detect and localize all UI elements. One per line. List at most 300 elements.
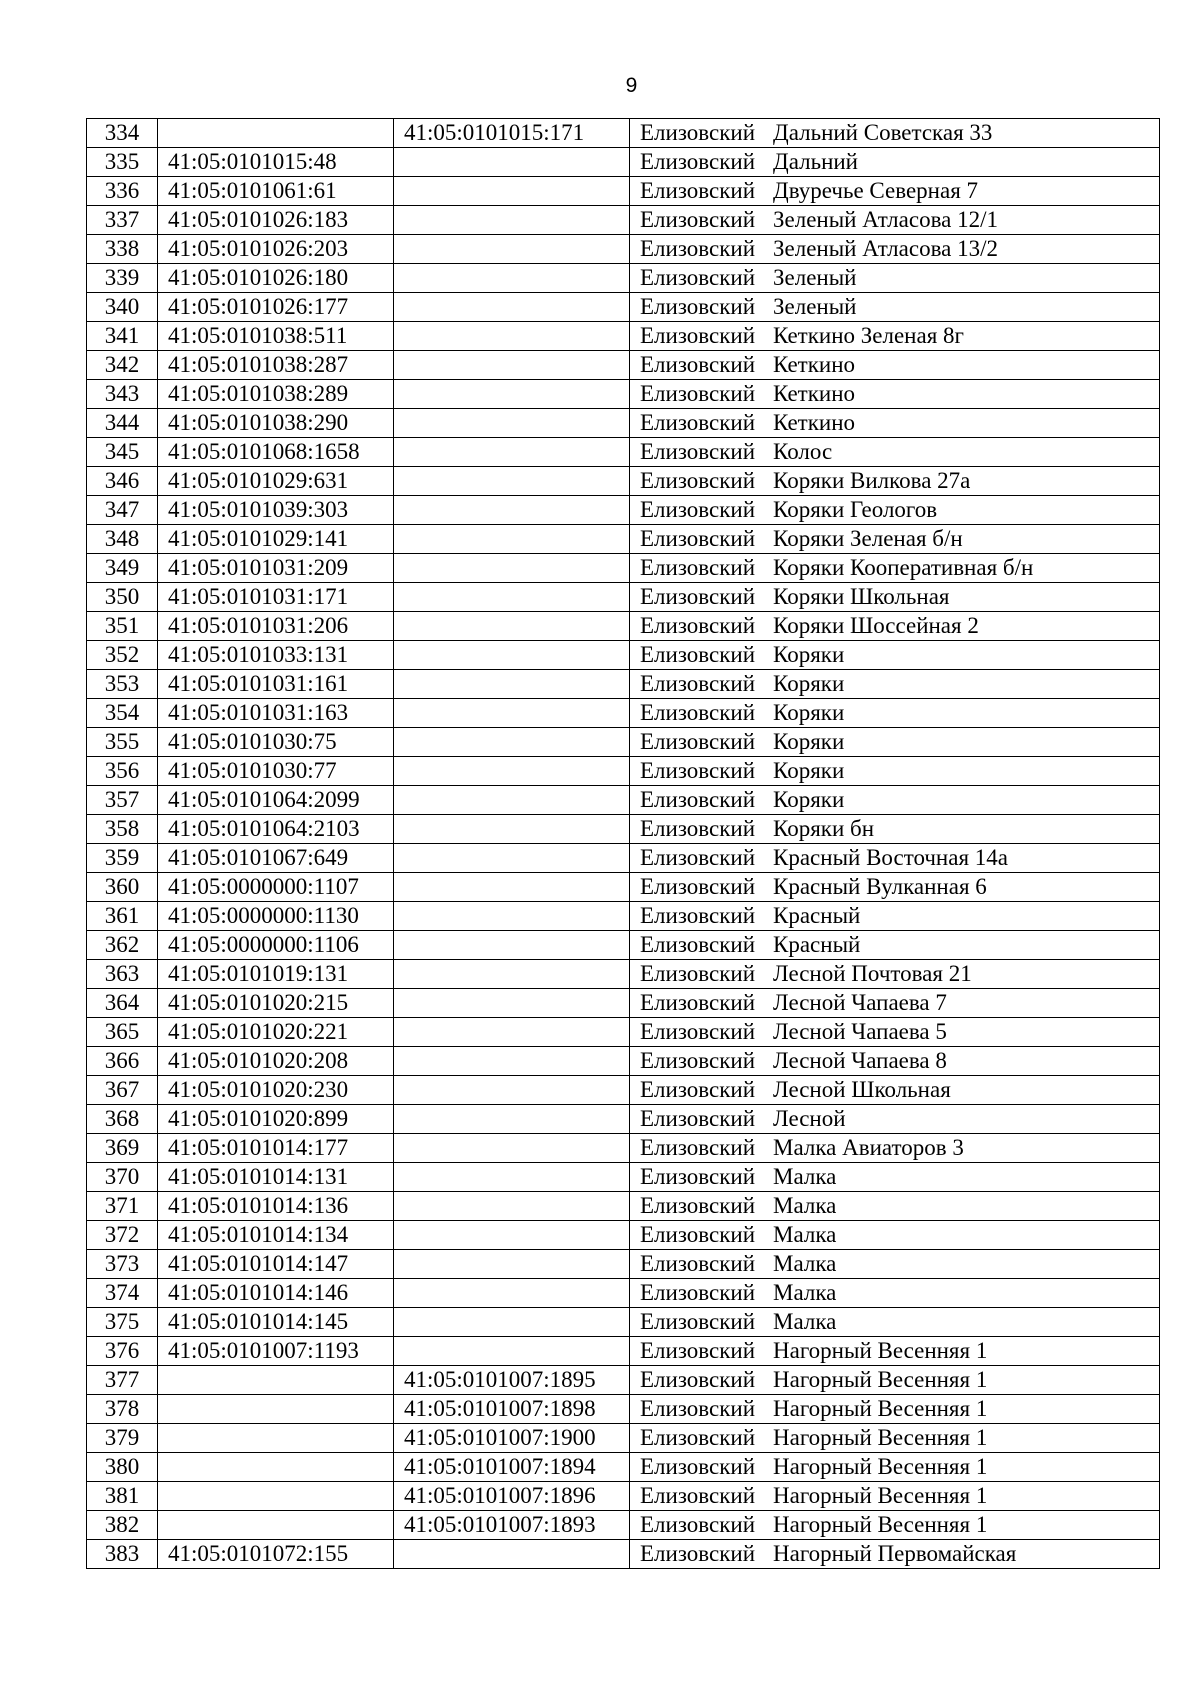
district-label: Елизовский <box>640 1396 756 1421</box>
locality-address-label: Коряки Школьная <box>773 584 950 609</box>
address-cell <box>630 119 1160 148</box>
cadastral-number-cell: 41:05:0101064:2103 <box>158 815 394 844</box>
address-cell <box>630 1163 1160 1192</box>
district-label: Елизовский <box>640 990 756 1015</box>
locality-address-label: Малка Авиаторов 3 <box>773 1135 964 1160</box>
table-row <box>87 322 1160 351</box>
district-label: Елизовский <box>640 700 756 725</box>
row-number-cell: 365 <box>87 1018 158 1047</box>
cadastral-number-alt-cell <box>394 206 630 235</box>
district-label: Елизовский <box>640 642 756 667</box>
locality-address-label: Малка <box>773 1222 837 1247</box>
district-label: Елизовский <box>640 845 756 870</box>
row-number-cell: 344 <box>87 409 158 438</box>
address-cell <box>630 786 1160 815</box>
cadastral-number-alt-cell <box>394 641 630 670</box>
cadastral-number-alt-cell <box>394 1047 630 1076</box>
district-label: Елизовский <box>640 1309 756 1334</box>
cadastral-number-cell: 41:05:0101031:161 <box>158 670 394 699</box>
address-cell <box>630 206 1160 235</box>
cadastral-number-alt-cell <box>394 177 630 206</box>
table-row <box>87 786 1160 815</box>
cadastral-number-alt-cell <box>394 699 630 728</box>
row-number-cell: 334 <box>87 119 158 148</box>
cadastral-number-cell: 41:05:0101068:1658 <box>158 438 394 467</box>
cadastral-number-cell: 41:05:0101007:1193 <box>158 1337 394 1366</box>
table-row <box>87 148 1160 177</box>
district-label: Елизовский <box>640 207 756 232</box>
locality-address-label: Двуречье Северная 7 <box>773 178 979 203</box>
row-number-cell: 346 <box>87 467 158 496</box>
row-number-cell: 340 <box>87 293 158 322</box>
district-label: Елизовский <box>640 120 756 145</box>
table-row <box>87 1134 1160 1163</box>
district-label: Елизовский <box>640 149 756 174</box>
district-label: Елизовский <box>640 178 756 203</box>
row-number-cell: 363 <box>87 960 158 989</box>
row-number-cell: 336 <box>87 177 158 206</box>
cadastral-number-cell: 41:05:0101026:183 <box>158 206 394 235</box>
locality-address-label: Нагорный Весенняя 1 <box>773 1338 988 1363</box>
address-cell <box>630 1395 1160 1424</box>
table-row <box>87 525 1160 554</box>
district-label: Елизовский <box>640 584 756 609</box>
cadastral-number-alt-cell <box>394 322 630 351</box>
registry-table-body <box>87 119 1160 1569</box>
cadastral-number-cell: 41:05:0101014:177 <box>158 1134 394 1163</box>
cadastral-number-alt-cell <box>394 931 630 960</box>
table-row <box>87 467 1160 496</box>
table-row <box>87 844 1160 873</box>
cadastral-number-alt-cell <box>394 409 630 438</box>
district-label: Елизовский <box>640 613 756 638</box>
locality-address-label: Зеленый <box>773 294 857 319</box>
cadastral-number-alt-cell <box>394 1018 630 1047</box>
cadastral-number-alt-cell: 41:05:0101007:1896 <box>394 1482 630 1511</box>
address-cell <box>630 1134 1160 1163</box>
address-cell <box>630 583 1160 612</box>
cadastral-number-cell: 41:05:0101067:649 <box>158 844 394 873</box>
table-row <box>87 1076 1160 1105</box>
cadastral-number-alt-cell <box>394 467 630 496</box>
district-label: Елизовский <box>640 1425 756 1450</box>
district-label: Елизовский <box>640 468 756 493</box>
district-label: Елизовский <box>640 671 756 696</box>
row-number-cell: 366 <box>87 1047 158 1076</box>
row-number-cell: 362 <box>87 931 158 960</box>
locality-address-label: Малка <box>773 1280 837 1305</box>
cadastral-number-cell: 41:05:0101014:134 <box>158 1221 394 1250</box>
locality-address-label: Лесной Чапаева 8 <box>773 1048 947 1073</box>
locality-address-label: Малка <box>773 1251 837 1276</box>
cadastral-number-alt-cell <box>394 1221 630 1250</box>
row-number-cell: 377 <box>87 1366 158 1395</box>
cadastral-number-cell: 41:05:0101014:136 <box>158 1192 394 1221</box>
locality-address-label: Дальний Советская 33 <box>773 120 993 145</box>
locality-address-label: Коряки <box>773 729 845 754</box>
address-cell <box>630 699 1160 728</box>
address-cell <box>630 641 1160 670</box>
address-cell <box>630 931 1160 960</box>
locality-address-label: Кеткино <box>773 410 856 435</box>
row-number-cell: 350 <box>87 583 158 612</box>
district-label: Елизовский <box>640 1483 756 1508</box>
cadastral-number-alt-cell <box>394 583 630 612</box>
district-label: Елизовский <box>640 497 756 522</box>
cadastral-number-alt-cell <box>394 554 630 583</box>
table-row <box>87 409 1160 438</box>
table-row <box>87 873 1160 902</box>
cadastral-number-cell: 41:05:0101014:146 <box>158 1279 394 1308</box>
row-number-cell: 367 <box>87 1076 158 1105</box>
table-row <box>87 815 1160 844</box>
table-row <box>87 1424 1160 1453</box>
address-cell <box>630 844 1160 873</box>
cadastral-number-cell <box>158 1366 394 1395</box>
cadastral-number-cell <box>158 1453 394 1482</box>
address-cell <box>630 1250 1160 1279</box>
table-row <box>87 1047 1160 1076</box>
cadastral-number-alt-cell <box>394 1308 630 1337</box>
row-number-cell: 352 <box>87 641 158 670</box>
page-number: 9 <box>625 74 638 97</box>
locality-address-label: Лесной Почтовая 21 <box>773 961 972 986</box>
address-cell <box>630 1018 1160 1047</box>
cadastral-number-cell <box>158 1482 394 1511</box>
locality-address-label: Дальний <box>773 149 858 174</box>
district-label: Елизовский <box>640 1077 756 1102</box>
row-number-cell: 374 <box>87 1279 158 1308</box>
cadastral-number-cell: 41:05:0101038:290 <box>158 409 394 438</box>
row-number-cell: 375 <box>87 1308 158 1337</box>
address-cell <box>630 1047 1160 1076</box>
address-cell <box>630 380 1160 409</box>
cadastral-number-alt-cell: 41:05:0101007:1895 <box>394 1366 630 1395</box>
district-label: Елизовский <box>640 961 756 986</box>
locality-address-label: Коряки Вилкова 27а <box>773 468 971 493</box>
row-number-cell: 351 <box>87 612 158 641</box>
address-cell <box>630 757 1160 786</box>
district-label: Елизовский <box>640 1251 756 1276</box>
row-number-cell: 356 <box>87 757 158 786</box>
locality-address-label: Лесной Чапаева 7 <box>773 990 947 1015</box>
cadastral-number-alt-cell <box>394 351 630 380</box>
cadastral-number-cell: 41:05:0101061:61 <box>158 177 394 206</box>
locality-address-label: Нагорный Весенняя 1 <box>773 1425 988 1450</box>
address-cell <box>630 467 1160 496</box>
cadastral-number-cell: 41:05:0101026:177 <box>158 293 394 322</box>
cadastral-number-alt-cell: 41:05:0101007:1898 <box>394 1395 630 1424</box>
district-label: Елизовский <box>640 526 756 551</box>
locality-address-label: Нагорный Весенняя 1 <box>773 1396 988 1421</box>
table-row <box>87 1453 1160 1482</box>
row-number-cell: 378 <box>87 1395 158 1424</box>
row-number-cell: 341 <box>87 322 158 351</box>
row-number-cell: 373 <box>87 1250 158 1279</box>
row-number-cell: 364 <box>87 989 158 1018</box>
cadastral-number-cell: 41:05:0101014:145 <box>158 1308 394 1337</box>
table-row <box>87 931 1160 960</box>
cadastral-number-cell: 41:05:0000000:1106 <box>158 931 394 960</box>
table-row <box>87 1250 1160 1279</box>
locality-address-label: Нагорный Весенняя 1 <box>773 1512 988 1537</box>
address-cell <box>630 1221 1160 1250</box>
district-label: Елизовский <box>640 932 756 957</box>
table-row <box>87 641 1160 670</box>
locality-address-label: Кеткино <box>773 381 856 406</box>
address-cell <box>630 351 1160 380</box>
address-cell <box>630 1308 1160 1337</box>
cadastral-number-alt-cell: 41:05:0101007:1893 <box>394 1511 630 1540</box>
table-row <box>87 1308 1160 1337</box>
cadastral-number-alt-cell: 41:05:0101015:171 <box>394 119 630 148</box>
address-cell <box>630 525 1160 554</box>
address-cell <box>630 612 1160 641</box>
cadastral-number-cell: 41:05:0101031:209 <box>158 554 394 583</box>
cadastral-number-cell: 41:05:0101015:48 <box>158 148 394 177</box>
row-number-cell: 354 <box>87 699 158 728</box>
locality-address-label: Красный Восточная 14а <box>773 845 1008 870</box>
locality-address-label: Лесной Чапаева 5 <box>773 1019 947 1044</box>
address-cell <box>630 815 1160 844</box>
cadastral-number-cell: 41:05:0101029:141 <box>158 525 394 554</box>
address-cell <box>630 554 1160 583</box>
cadastral-number-alt-cell <box>394 380 630 409</box>
district-label: Елизовский <box>640 555 756 580</box>
district-label: Елизовский <box>640 1164 756 1189</box>
cadastral-number-alt-cell <box>394 960 630 989</box>
locality-address-label: Нагорный Первомайская <box>773 1541 1017 1566</box>
table-row <box>87 1279 1160 1308</box>
cadastral-number-alt-cell <box>394 902 630 931</box>
cadastral-number-cell: 41:05:0101026:180 <box>158 264 394 293</box>
cadastral-number-cell <box>158 119 394 148</box>
locality-address-label: Нагорный Весенняя 1 <box>773 1367 988 1392</box>
row-number-cell: 335 <box>87 148 158 177</box>
cadastral-number-alt-cell <box>394 757 630 786</box>
row-number-cell: 376 <box>87 1337 158 1366</box>
district-label: Елизовский <box>640 323 756 348</box>
locality-address-label: Зеленый <box>773 265 857 290</box>
address-cell <box>630 1076 1160 1105</box>
district-label: Елизовский <box>640 236 756 261</box>
address-cell <box>630 177 1160 206</box>
cadastral-number-alt-cell: 41:05:0101007:1894 <box>394 1453 630 1482</box>
cadastral-number-alt-cell <box>394 1076 630 1105</box>
row-number-cell: 345 <box>87 438 158 467</box>
locality-address-label: Зеленый Атласова 13/2 <box>773 236 998 261</box>
address-cell <box>630 1511 1160 1540</box>
district-label: Елизовский <box>640 1019 756 1044</box>
cadastral-number-alt-cell <box>394 1105 630 1134</box>
district-label: Елизовский <box>640 1454 756 1479</box>
table-row <box>87 119 1160 148</box>
locality-address-label: Коряки Кооперативная б/н <box>773 555 1034 580</box>
cadastral-number-cell: 41:05:0101038:289 <box>158 380 394 409</box>
cadastral-number-alt-cell <box>394 786 630 815</box>
cadastral-number-cell: 41:05:0101014:147 <box>158 1250 394 1279</box>
locality-address-label: Коряки Шоссейная 2 <box>773 613 979 638</box>
locality-address-label: Нагорный Весенняя 1 <box>773 1454 988 1479</box>
address-cell <box>630 322 1160 351</box>
row-number-cell: 368 <box>87 1105 158 1134</box>
cadastral-number-alt-cell <box>394 1337 630 1366</box>
address-cell <box>630 438 1160 467</box>
cadastral-number-cell: 41:05:0101019:131 <box>158 960 394 989</box>
cadastral-number-cell <box>158 1511 394 1540</box>
registry-table <box>86 118 1160 1569</box>
district-label: Елизовский <box>640 1280 756 1305</box>
district-label: Елизовский <box>640 410 756 435</box>
address-cell <box>630 989 1160 1018</box>
cadastral-number-alt-cell <box>394 1540 630 1569</box>
address-cell <box>630 1366 1160 1395</box>
table-row <box>87 1482 1160 1511</box>
address-cell <box>630 902 1160 931</box>
table-row <box>87 496 1160 525</box>
cadastral-number-alt-cell <box>394 1134 630 1163</box>
cadastral-number-alt-cell <box>394 1279 630 1308</box>
district-label: Елизовский <box>640 1048 756 1073</box>
locality-address-label: Малка <box>773 1193 837 1218</box>
address-cell <box>630 496 1160 525</box>
district-label: Елизовский <box>640 758 756 783</box>
district-label: Елизовский <box>640 816 756 841</box>
cadastral-number-cell: 41:05:0101031:171 <box>158 583 394 612</box>
cadastral-number-cell: 41:05:0101026:203 <box>158 235 394 264</box>
cadastral-number-alt-cell <box>394 844 630 873</box>
locality-address-label: Кеткино <box>773 352 856 377</box>
table-row <box>87 612 1160 641</box>
cadastral-number-alt-cell <box>394 873 630 902</box>
table-row <box>87 438 1160 467</box>
district-label: Елизовский <box>640 1106 756 1131</box>
table-row <box>87 1366 1160 1395</box>
row-number-cell: 369 <box>87 1134 158 1163</box>
table-row <box>87 1337 1160 1366</box>
row-number-cell: 358 <box>87 815 158 844</box>
address-cell <box>630 1540 1160 1569</box>
cadastral-number-cell: 41:05:0101029:631 <box>158 467 394 496</box>
cadastral-number-alt-cell <box>394 670 630 699</box>
table-row <box>87 1540 1160 1569</box>
district-label: Елизовский <box>640 439 756 464</box>
table-row <box>87 554 1160 583</box>
address-cell <box>630 873 1160 902</box>
locality-address-label: Малка <box>773 1164 837 1189</box>
row-number-cell: 349 <box>87 554 158 583</box>
row-number-cell: 372 <box>87 1221 158 1250</box>
district-label: Елизовский <box>640 1512 756 1537</box>
district-label: Елизовский <box>640 1222 756 1247</box>
locality-address-label: Коряки <box>773 642 845 667</box>
locality-address-label: Кеткино Зеленая 8г <box>773 323 964 348</box>
table-row <box>87 583 1160 612</box>
row-number-cell: 383 <box>87 1540 158 1569</box>
table-row <box>87 1105 1160 1134</box>
cadastral-number-alt-cell <box>394 728 630 757</box>
row-number-cell: 357 <box>87 786 158 815</box>
address-cell <box>630 1337 1160 1366</box>
row-number-cell: 381 <box>87 1482 158 1511</box>
address-cell <box>630 1482 1160 1511</box>
locality-address-label: Колос <box>773 439 833 464</box>
cadastral-number-alt-cell <box>394 612 630 641</box>
cadastral-number-cell: 41:05:0101031:163 <box>158 699 394 728</box>
cadastral-number-cell: 41:05:0101039:303 <box>158 496 394 525</box>
table-row <box>87 293 1160 322</box>
row-number-cell: 347 <box>87 496 158 525</box>
address-cell <box>630 670 1160 699</box>
locality-address-label: Лесной Школьная <box>773 1077 951 1102</box>
cadastral-number-alt-cell <box>394 496 630 525</box>
cadastral-number-cell: 41:05:0101030:77 <box>158 757 394 786</box>
cadastral-number-alt-cell <box>394 264 630 293</box>
row-number-cell: 360 <box>87 873 158 902</box>
row-number-cell: 355 <box>87 728 158 757</box>
district-label: Елизовский <box>640 903 756 928</box>
cadastral-number-cell: 41:05:0101031:206 <box>158 612 394 641</box>
district-label: Елизовский <box>640 1367 756 1392</box>
table-row <box>87 351 1160 380</box>
row-number-cell: 359 <box>87 844 158 873</box>
cadastral-number-cell: 41:05:0101038:287 <box>158 351 394 380</box>
table-row <box>87 1018 1160 1047</box>
locality-address-label: Малка <box>773 1309 837 1334</box>
cadastral-number-alt-cell <box>394 1163 630 1192</box>
row-number-cell: 370 <box>87 1163 158 1192</box>
row-number-cell: 343 <box>87 380 158 409</box>
district-label: Елизовский <box>640 381 756 406</box>
district-label: Елизовский <box>640 1338 756 1363</box>
table-row <box>87 235 1160 264</box>
address-cell <box>630 960 1160 989</box>
cadastral-number-cell: 41:05:0101038:511 <box>158 322 394 351</box>
cadastral-number-alt-cell <box>394 1250 630 1279</box>
address-cell <box>630 235 1160 264</box>
table-row <box>87 699 1160 728</box>
table-row <box>87 177 1160 206</box>
cadastral-number-alt-cell <box>394 525 630 554</box>
cadastral-number-alt-cell <box>394 148 630 177</box>
table-row <box>87 989 1160 1018</box>
district-label: Елизовский <box>640 874 756 899</box>
table-row <box>87 1395 1160 1424</box>
locality-address-label: Коряки <box>773 787 845 812</box>
district-label: Елизовский <box>640 352 756 377</box>
locality-address-label: Красный Вулканная 6 <box>773 874 987 899</box>
locality-address-label: Коряки <box>773 700 845 725</box>
locality-address-label: Коряки бн <box>773 816 875 841</box>
cadastral-number-cell: 41:05:0101072:155 <box>158 1540 394 1569</box>
cadastral-number-cell: 41:05:0101020:208 <box>158 1047 394 1076</box>
address-cell <box>630 264 1160 293</box>
district-label: Елизовский <box>640 1193 756 1218</box>
table-row <box>87 264 1160 293</box>
cadastral-number-alt-cell <box>394 1192 630 1221</box>
locality-address-label: Красный <box>773 903 861 928</box>
locality-address-label: Коряки <box>773 758 845 783</box>
row-number-cell: 339 <box>87 264 158 293</box>
address-cell <box>630 728 1160 757</box>
locality-address-label: Нагорный Весенняя 1 <box>773 1483 988 1508</box>
row-number-cell: 371 <box>87 1192 158 1221</box>
cadastral-number-alt-cell <box>394 235 630 264</box>
cadastral-number-cell: 41:05:0101014:131 <box>158 1163 394 1192</box>
cadastral-number-cell: 41:05:0101020:215 <box>158 989 394 1018</box>
row-number-cell: 380 <box>87 1453 158 1482</box>
table-row <box>87 670 1160 699</box>
